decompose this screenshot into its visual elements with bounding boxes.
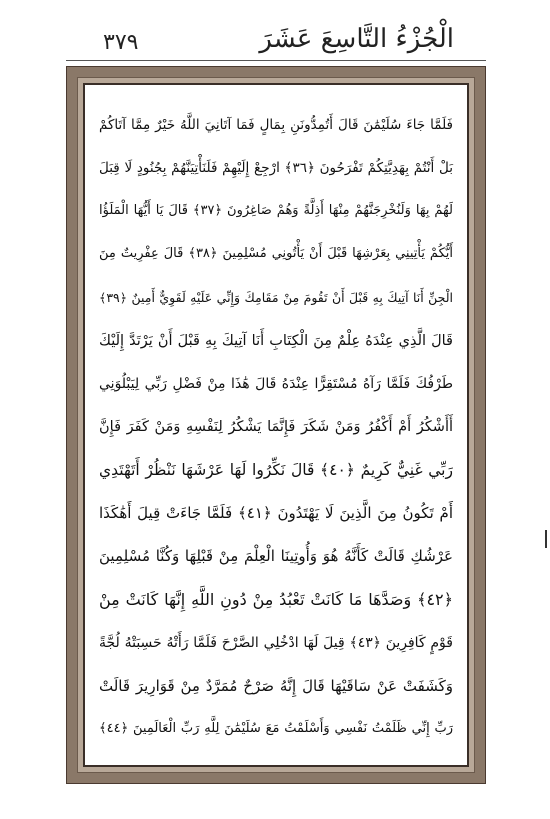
text-panel	[83, 83, 469, 767]
text-line-13: قَوْمٍ كَافِرِينَ ﴿٤٣﴾ قِيلَ لَهَا ادْخُلِي الصَّرْحَ فَلَمَّا رَأَتْهُ حَسِبَتْهُ لُجَّةً	[99, 634, 453, 651]
frame-border	[77, 77, 475, 773]
text-line-15: رَبِّ إِنِّي ظَلَمْتُ نَفْسِي وَأَسْلَمْتُ مَعَ سُلَيْمَٰنَ لِلَّهِ رَبِّ الْعَالَمِينَ ﴿٤٤﴾	[99, 720, 453, 736]
header-divider	[66, 60, 486, 61]
text-line-2: بَلْ أَنْتُمْ بِهَدِيَّتِكُمْ تَفْرَحُونَ ﴿٣٦﴾ ارْجِعْ إِلَيْهِمْ فَلَنَأْتِيَنَّهُمْ بِجُنُودٍ لَا قِبَلَ	[99, 160, 453, 177]
quran-text	[99, 105, 453, 749]
text-line-14: وَكَشَفَتْ عَنْ سَاقَيْهَا قَالَ إِنَّهُ صَرْحٌ مُمَرَّدٌ مِنْ قَوَارِيرَ قَالَتْ	[99, 676, 453, 695]
juz-title: الْجُزْءُ التَّاسِعَ عَشَرَ	[259, 24, 454, 54]
text-line-3: لَهُمْ بِهَا وَلَنُخْرِجَنَّهُمْ مِنْهَا أَذِلَّةً وَهُمْ صَاغِرُونَ ﴿٣٧﴾ قَالَ يَا أَيُّهَا الْمَلَؤُا	[99, 203, 453, 219]
text-line-10: أَمْ تَكُونُ مِنَ الَّذِينَ لَا يَهْتَدُونَ ﴿٤١﴾ فَلَمَّا جَاءَتْ قِيلَ أَهَٰكَذَا	[99, 504, 453, 523]
page-frame	[66, 66, 486, 784]
margin-mark	[545, 530, 547, 548]
text-line-5: الْجِنِّ أَنَا آتِيكَ بِهِ قَبْلَ أَنْ تَقُومَ مِنْ مَقَامِكَ وَإِنِّي عَلَيْهِ لَقَوِيٌّ أَمِينٌ ﴿٣٩﴾	[99, 289, 453, 305]
text-line-12: ﴿٤٢﴾ وَصَدَّهَا مَا كَانَتْ تَعْبُدُ مِنْ دُونِ اللَّهِ إِنَّهَا كَانَتْ مِنْ	[99, 589, 453, 609]
page-header	[0, 0, 550, 56]
text-line-6: قَالَ الَّذِي عِنْدَهُ عِلْمٌ مِنَ الْكِتَابِ أَنَا آتِيكَ بِهِ قَبْلَ أَنْ يَرْتَدَّ إِلَيْكَ	[99, 332, 453, 349]
text-line-8: أَأَشْكُرُ أَمْ أَكْفُرُ وَمَنْ شَكَرَ فَإِنَّمَا يَشْكُرُ لِنَفْسِهِ وَمَنْ كَفَرَ فَإِنَّ	[99, 418, 453, 435]
page-number: ٣٧٩	[103, 30, 139, 55]
text-line-4: أَيُّكُمْ يَأْتِينِي بِعَرْشِهَا قَبْلَ أَنْ يَأْتُونِي مُسْلِمِينَ ﴿٣٨﴾ قَالَ عِفْرِيتٌ مِنَ	[99, 246, 453, 262]
text-line-7: طَرْفُكَ فَلَمَّا رَآهُ مُسْتَقِرًّا عِنْدَهُ قَالَ هَٰذَا مِنْ فَضْلِ رَبِّي لِيَبْلُوَنِي	[99, 375, 453, 392]
text-line-1: فَلَمَّا جَاءَ سُلَيْمَٰنَ قَالَ أَتُمِدُّونَنِ بِمَالٍ فَمَا آتَانِيَ اللَّهُ خَيْرٌ مِمَّا آتَاكُمْ	[99, 117, 453, 133]
text-line-11: عَرْشُكِ قَالَتْ كَأَنَّهُ هُوَ وَأُوتِينَا الْعِلْمَ مِنْ قَبْلِهَا وَكُنَّا مُسْلِمِينَ	[99, 547, 453, 566]
text-line-9: رَبِّي غَنِيٌّ كَرِيمٌ ﴿٤٠﴾ قَالَ نَكِّرُوا لَهَا عَرْشَهَا نَنْظُرْ أَتَهْتَدِي	[99, 461, 453, 480]
